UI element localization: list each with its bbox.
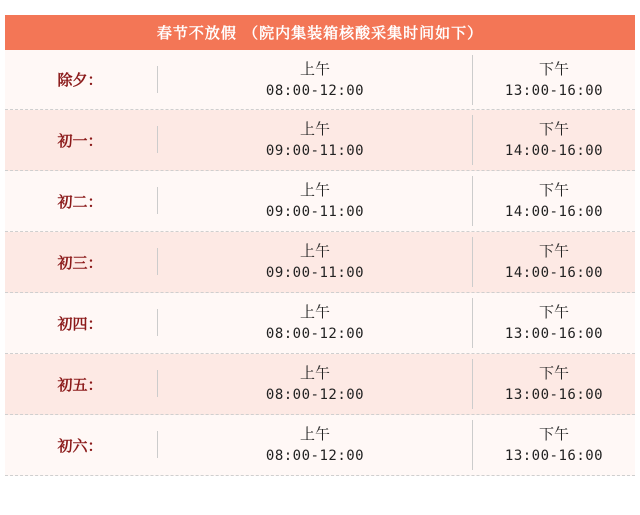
morning-slot bbox=[158, 110, 472, 170]
schedule-table bbox=[5, 15, 635, 476]
morning-time: 08:00-12:00 bbox=[265, 326, 365, 342]
afternoon-time: 13:00-16:00 bbox=[504, 82, 604, 99]
afternoon-time: 14:00-16:00 bbox=[504, 204, 604, 220]
morning-slot bbox=[158, 50, 472, 109]
morning-slot bbox=[158, 354, 472, 414]
morning-time: 08:00-12:00 bbox=[265, 82, 365, 99]
day-label: 初六： bbox=[57, 436, 103, 455]
morning-label: 上午 bbox=[299, 120, 330, 138]
morning-label: 上午 bbox=[299, 303, 330, 321]
morning-time: 09:00-11:00 bbox=[265, 204, 365, 220]
afternoon-slot bbox=[473, 171, 635, 231]
day-label: 初五： bbox=[57, 375, 103, 394]
afternoon-label: 下午 bbox=[538, 364, 569, 382]
morning-time: 09:00-11:00 bbox=[265, 143, 365, 159]
morning-label: 上午 bbox=[299, 181, 330, 199]
afternoon-slot bbox=[473, 50, 635, 109]
table-row bbox=[5, 232, 635, 293]
morning-time: 08:00-12:00 bbox=[265, 387, 365, 403]
morning-label: 上午 bbox=[299, 425, 330, 443]
afternoon-slot bbox=[473, 354, 635, 414]
afternoon-time: 13:00-16:00 bbox=[504, 387, 604, 403]
morning-slot bbox=[158, 171, 472, 231]
morning-label: 上午 bbox=[299, 242, 330, 260]
morning-label: 上午 bbox=[299, 59, 330, 78]
table-row bbox=[5, 354, 635, 415]
afternoon-label: 下午 bbox=[538, 425, 569, 443]
day-label: 初一： bbox=[57, 131, 103, 150]
morning-label: 上午 bbox=[299, 364, 330, 382]
afternoon-slot bbox=[473, 232, 635, 292]
day-label: 初三： bbox=[57, 253, 103, 272]
afternoon-time: 14:00-16:00 bbox=[504, 143, 604, 159]
day-label: 初二： bbox=[57, 192, 103, 211]
afternoon-slot bbox=[473, 110, 635, 170]
day-label: 初四： bbox=[57, 314, 103, 333]
morning-slot bbox=[158, 293, 472, 353]
afternoon-label: 下午 bbox=[538, 303, 569, 321]
afternoon-time: 13:00-16:00 bbox=[504, 326, 604, 342]
morning-time: 08:00-12:00 bbox=[265, 448, 365, 464]
table-row bbox=[5, 110, 635, 171]
afternoon-time: 14:00-16:00 bbox=[504, 265, 604, 281]
table-row bbox=[5, 171, 635, 232]
afternoon-label: 下午 bbox=[538, 59, 569, 78]
table-title: 春节不放假 （院内集装箱核酸采集时间如下） bbox=[5, 15, 635, 50]
table-row bbox=[5, 415, 635, 476]
afternoon-slot bbox=[473, 293, 635, 353]
day-label: 除夕： bbox=[57, 71, 103, 89]
morning-slot bbox=[158, 232, 472, 292]
afternoon-label: 下午 bbox=[538, 242, 569, 260]
afternoon-label: 下午 bbox=[538, 120, 569, 138]
morning-time: 09:00-11:00 bbox=[265, 265, 365, 281]
afternoon-time: 13:00-16:00 bbox=[504, 448, 604, 464]
table-row bbox=[5, 50, 635, 110]
morning-slot bbox=[158, 415, 472, 475]
afternoon-label: 下午 bbox=[538, 181, 569, 199]
afternoon-slot bbox=[473, 415, 635, 475]
table-row bbox=[5, 293, 635, 354]
